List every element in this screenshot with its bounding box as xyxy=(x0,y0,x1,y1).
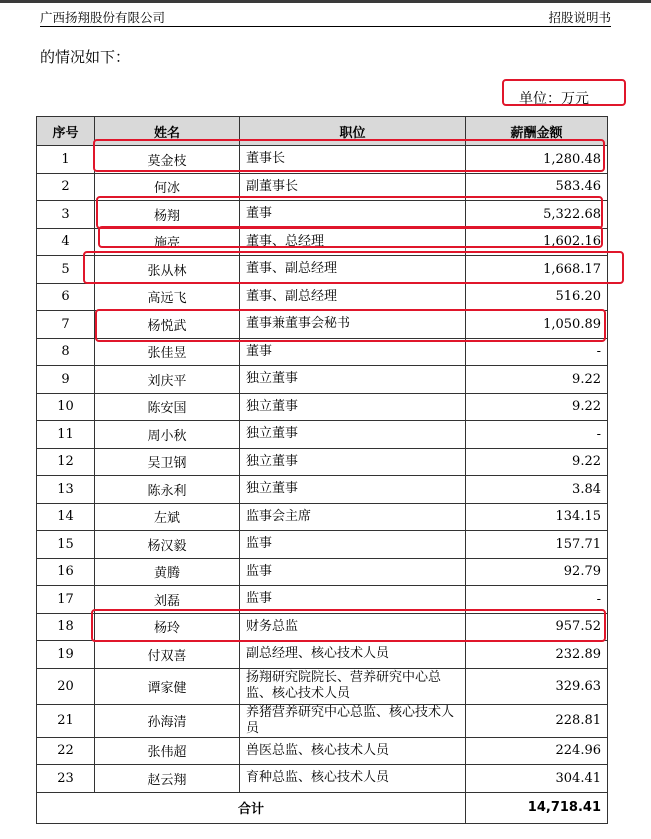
row-salary: 304.41 xyxy=(466,765,608,793)
row-number: 23 xyxy=(37,765,95,793)
row-salary: 9.22 xyxy=(466,448,608,476)
row-number: 18 xyxy=(37,613,95,641)
row-salary: 583.46 xyxy=(466,173,608,201)
row-number: 10 xyxy=(37,393,95,421)
table-row xyxy=(37,146,608,174)
total-label: 合计 xyxy=(37,792,466,823)
row-name: 刘庆平 xyxy=(95,366,240,394)
row-position: 独立董事 xyxy=(240,421,466,449)
table-row xyxy=(37,173,608,201)
table-row xyxy=(37,586,608,614)
document-type: 招股说明书 xyxy=(548,10,611,25)
row-salary: 3.84 xyxy=(466,476,608,504)
row-number: 13 xyxy=(37,476,95,504)
row-salary: 5,322.68 xyxy=(466,201,608,229)
row-position: 监事 xyxy=(240,531,466,559)
row-name: 张从林 xyxy=(95,256,240,284)
top-bar xyxy=(0,0,651,3)
header-name: 姓名 xyxy=(95,117,240,146)
row-position: 兽医总监、核心技术人员 xyxy=(240,737,466,765)
table-row xyxy=(37,558,608,586)
row-name: 黄腾 xyxy=(95,558,240,586)
table-row xyxy=(37,283,608,311)
row-salary: 232.89 xyxy=(466,641,608,669)
row-name: 刘磊 xyxy=(95,586,240,614)
row-salary: 516.20 xyxy=(466,283,608,311)
table-row xyxy=(37,668,608,704)
row-number: 19 xyxy=(37,641,95,669)
row-number: 4 xyxy=(37,228,95,256)
table-row xyxy=(37,201,608,229)
row-position: 独立董事 xyxy=(240,476,466,504)
table-row xyxy=(37,765,608,793)
row-salary: 9.22 xyxy=(466,393,608,421)
row-salary: 224.96 xyxy=(466,737,608,765)
row-name: 左斌 xyxy=(95,503,240,531)
row-position: 独立董事 xyxy=(240,366,466,394)
row-number: 22 xyxy=(37,737,95,765)
row-salary: 157.71 xyxy=(466,531,608,559)
row-number: 3 xyxy=(37,201,95,229)
table-header-row xyxy=(37,117,608,146)
row-position: 董事、副总经理 xyxy=(240,256,466,284)
table-row xyxy=(37,704,608,737)
row-number: 21 xyxy=(37,704,95,737)
row-salary: 329.63 xyxy=(466,668,608,704)
row-salary: 92.79 xyxy=(466,558,608,586)
total-salary: 14,718.41 xyxy=(466,792,608,823)
row-salary: 1,668.17 xyxy=(466,256,608,284)
table-row xyxy=(37,393,608,421)
row-salary: 957.52 xyxy=(466,613,608,641)
table-row xyxy=(37,641,608,669)
row-position: 养猪营养研究中心总监、核心技术人员 xyxy=(240,704,466,737)
row-salary: - xyxy=(466,586,608,614)
row-position: 监事会主席 xyxy=(240,503,466,531)
row-position: 监事 xyxy=(240,558,466,586)
row-name: 杨玲 xyxy=(95,613,240,641)
row-salary: 1,050.89 xyxy=(466,311,608,339)
row-number: 17 xyxy=(37,586,95,614)
row-number: 5 xyxy=(37,256,95,284)
table-row xyxy=(37,311,608,339)
row-name: 周小秋 xyxy=(95,421,240,449)
row-name: 付双喜 xyxy=(95,641,240,669)
row-position: 董事 xyxy=(240,338,466,366)
row-salary: 228.81 xyxy=(466,704,608,737)
row-name: 孙海清 xyxy=(95,704,240,737)
row-name: 陈安国 xyxy=(95,393,240,421)
row-position: 董事、副总经理 xyxy=(240,283,466,311)
row-number: 1 xyxy=(37,146,95,174)
company-name: 广西扬翔股份有限公司 xyxy=(40,10,166,25)
row-salary: - xyxy=(466,338,608,366)
row-number: 8 xyxy=(37,338,95,366)
table-row xyxy=(37,421,608,449)
table-row xyxy=(37,531,608,559)
row-number: 20 xyxy=(37,668,95,704)
row-name: 张伟超 xyxy=(95,737,240,765)
row-position: 副董事长 xyxy=(240,173,466,201)
row-salary: 9.22 xyxy=(466,366,608,394)
table-row xyxy=(37,338,608,366)
row-name: 杨悦武 xyxy=(95,311,240,339)
row-number: 16 xyxy=(37,558,95,586)
row-position: 监事 xyxy=(240,586,466,614)
row-number: 7 xyxy=(37,311,95,339)
row-name: 何冰 xyxy=(95,173,240,201)
row-position: 独立董事 xyxy=(240,448,466,476)
row-name: 张佳昱 xyxy=(95,338,240,366)
total-row xyxy=(37,792,608,823)
row-name: 莫金枝 xyxy=(95,146,240,174)
table-row xyxy=(37,476,608,504)
row-name: 陈永利 xyxy=(95,476,240,504)
table-row xyxy=(37,737,608,765)
table-row xyxy=(37,448,608,476)
header-no: 序号 xyxy=(37,117,95,146)
row-number: 6 xyxy=(37,283,95,311)
row-name: 赵云翔 xyxy=(95,765,240,793)
row-position: 副总经理、核心技术人员 xyxy=(240,641,466,669)
row-name: 吴卫钢 xyxy=(95,448,240,476)
page-header xyxy=(40,6,611,27)
row-name: 施亮 xyxy=(95,228,240,256)
row-position: 董事兼董事会秘书 xyxy=(240,311,466,339)
row-salary: 134.15 xyxy=(466,503,608,531)
table-row xyxy=(37,256,608,284)
row-name: 高远飞 xyxy=(95,283,240,311)
table-row xyxy=(37,613,608,641)
row-salary: 1,602.16 xyxy=(466,228,608,256)
intro-text: 的情况如下： xyxy=(40,48,131,66)
row-number: 9 xyxy=(37,366,95,394)
row-position: 独立董事 xyxy=(240,393,466,421)
row-number: 2 xyxy=(37,173,95,201)
row-number: 11 xyxy=(37,421,95,449)
row-name: 谭家健 xyxy=(95,668,240,704)
row-salary: 1,280.48 xyxy=(466,146,608,174)
row-number: 15 xyxy=(37,531,95,559)
row-position: 扬翔研究院院长、营养研究中心总监、核心技术人员 xyxy=(240,668,466,704)
header-salary: 薪酬金额 xyxy=(466,117,608,146)
row-name: 杨汉毅 xyxy=(95,531,240,559)
row-name: 杨翔 xyxy=(95,201,240,229)
row-salary: - xyxy=(466,421,608,449)
row-number: 12 xyxy=(37,448,95,476)
row-position: 董事、总经理 xyxy=(240,228,466,256)
salary-table xyxy=(36,116,608,824)
table-row xyxy=(37,366,608,394)
unit-label: 单位：万元 xyxy=(519,91,589,107)
table-row xyxy=(37,228,608,256)
header-position: 职位 xyxy=(240,117,466,146)
row-position: 育种总监、核心技术人员 xyxy=(240,765,466,793)
row-position: 财务总监 xyxy=(240,613,466,641)
row-position: 董事 xyxy=(240,201,466,229)
row-position: 董事长 xyxy=(240,146,466,174)
row-number: 14 xyxy=(37,503,95,531)
table-row xyxy=(37,503,608,531)
